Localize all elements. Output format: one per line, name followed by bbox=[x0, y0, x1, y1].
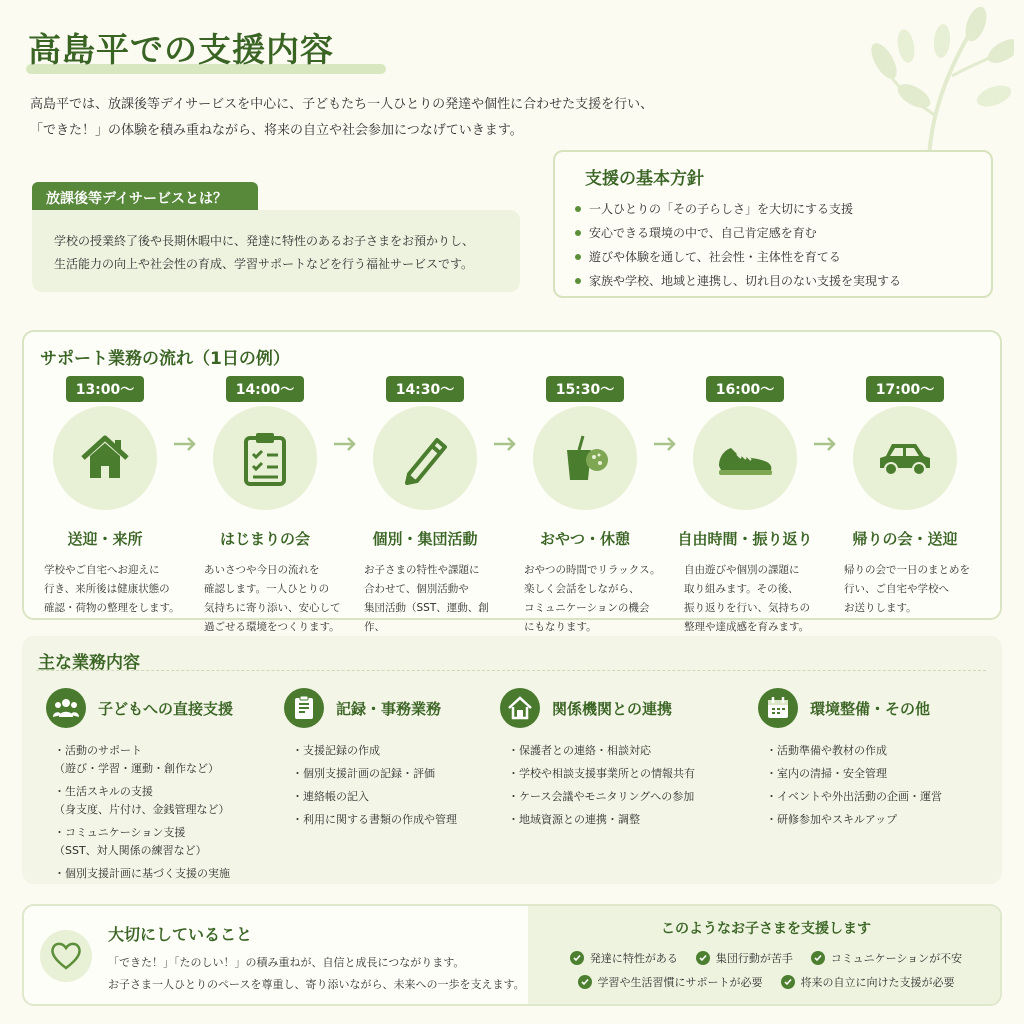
flow-step bbox=[830, 376, 980, 618]
duty-column bbox=[284, 688, 514, 834]
dashed-divider bbox=[36, 670, 986, 671]
desc-line: にもなります。 bbox=[524, 621, 597, 633]
target-children-box bbox=[528, 906, 1002, 1006]
duty-item: ・支援記録の作成 bbox=[292, 744, 380, 757]
important-line: 「できた！」「たのしい！」の積み重ねが、自信と成長につながります。 bbox=[108, 956, 465, 969]
target-label: 発達に特性がある bbox=[589, 952, 678, 965]
step-desc bbox=[684, 561, 824, 637]
heart-icon bbox=[40, 930, 92, 982]
policy-item: 遊びや体験を通して、社会性・主体性を育てる bbox=[573, 245, 973, 269]
flow-step bbox=[30, 376, 180, 618]
policy-box bbox=[553, 150, 993, 298]
target-item bbox=[578, 974, 763, 990]
desc-line: おやつの時間でリラックス。 bbox=[524, 564, 661, 576]
step-title: おやつ・休憩 bbox=[539, 530, 630, 548]
desc-line: 行い、ご自宅や学校へ bbox=[844, 583, 949, 595]
step-time: 13:00〜 bbox=[66, 376, 145, 402]
calendar-icon bbox=[758, 688, 798, 728]
intro-line: 高島平では、放課後等デイサービスを中心に、子どもたち一人ひとりの発達や個性に合わせた支援を行い、 bbox=[30, 97, 654, 112]
target-label: コミュニケーションが不安 bbox=[830, 952, 963, 965]
support-flow-section bbox=[22, 330, 1002, 633]
target-item bbox=[811, 950, 962, 966]
target-title: このようなお子さまを支援します bbox=[661, 921, 871, 937]
main-duties-section bbox=[22, 636, 1002, 884]
duty-item: ・研修参加やスキルアップ bbox=[766, 813, 898, 826]
desc-line: 取り組みます。その後、 bbox=[684, 583, 799, 595]
target-item bbox=[570, 950, 678, 966]
duty-column bbox=[758, 688, 988, 834]
step-title: 自由時間・振り返り bbox=[677, 530, 813, 548]
about-box bbox=[32, 210, 520, 292]
duty-item: ・連絡帳の記入 bbox=[292, 790, 369, 803]
step-time: 14:30〜 bbox=[386, 376, 465, 402]
target-item bbox=[696, 950, 793, 966]
clipboard-icon bbox=[213, 406, 317, 510]
step-desc bbox=[524, 561, 664, 637]
about-line: 生活能力の向上や社会性の育成、学習サポートなどを行う福祉サービスです。 bbox=[54, 257, 474, 271]
important-section bbox=[22, 904, 1002, 1006]
important-text bbox=[108, 952, 525, 996]
house-icon bbox=[53, 406, 157, 510]
intro-line: 「できた！」の体験を積み重ねながら、将来の自立や社会参加につなげていきます。 bbox=[30, 123, 523, 138]
desc-line: 行き、来所後は健康状態の bbox=[44, 583, 170, 595]
duty-column bbox=[500, 688, 750, 834]
duty-item: ・室内の清掃・安全管理 bbox=[766, 767, 887, 780]
policy-item: 安心できる環境の中で、自己肯定感を育む bbox=[573, 221, 973, 245]
duty-item: ・活動準備や教材の作成 bbox=[766, 744, 887, 757]
check-icon bbox=[781, 975, 795, 989]
desc-line: 振り返りを行い、気持ちの bbox=[684, 602, 810, 614]
desc-line: 学校やご自宅へお迎えに bbox=[44, 564, 160, 576]
target-row bbox=[528, 950, 1002, 966]
important-line: お子さま一人ひとりのペースを尊重し、寄り添いながら、未来への一歩を支えます。 bbox=[108, 978, 525, 991]
duty-item: ・個別支援計画に基づく支援の実施 bbox=[54, 867, 230, 880]
document-icon bbox=[284, 688, 324, 728]
leaves-decoration bbox=[844, 6, 1014, 156]
desc-line: 確認します。一人ひとりの bbox=[204, 583, 330, 595]
desc-line: お子さまの特性や課題に bbox=[364, 564, 480, 576]
duty-title: 記録・事務業務 bbox=[336, 699, 442, 718]
intro-text bbox=[30, 92, 653, 144]
flow-step bbox=[190, 376, 340, 637]
check-icon bbox=[811, 951, 825, 965]
step-time: 17:00〜 bbox=[866, 376, 945, 402]
duty-item: ・保護者との連絡・相談対応 bbox=[508, 744, 651, 757]
duty-title: 関係機関との連携 bbox=[552, 699, 673, 718]
step-time: 16:00〜 bbox=[706, 376, 785, 402]
page-title-block bbox=[28, 24, 334, 71]
desc-line: 気持ちに寄り添い、安心して bbox=[204, 602, 341, 614]
desc-line: 集団活動（SST、運動、創作、 bbox=[364, 602, 489, 633]
step-title: 送迎・来所 bbox=[67, 530, 143, 548]
shoe-icon bbox=[693, 406, 797, 510]
desc-line: 合わせて、個別活動や bbox=[364, 583, 469, 595]
duty-item: ・学校や相談支援事業所との情報共有 bbox=[508, 767, 695, 780]
check-icon bbox=[578, 975, 592, 989]
duty-item: ・利用に関する書類の作成や管理 bbox=[292, 813, 457, 826]
duty-column bbox=[46, 688, 276, 888]
people-icon bbox=[46, 688, 86, 728]
duty-title: 環境整備・その他 bbox=[810, 699, 931, 718]
desc-line: 楽しく会話をしながら、 bbox=[524, 583, 640, 595]
duty-item: ・活動のサポート （遊び・学習・運動・創作など） bbox=[54, 744, 219, 775]
flow-step bbox=[670, 376, 820, 637]
duty-item: ・生活スキルの支援 （身支度、片付け、金銭管理など） bbox=[54, 785, 230, 816]
about-line: 学校の授業終了後や長期休暇中に、発達に特性のあるお子さまをお預かりし、 bbox=[54, 234, 475, 248]
flow-step bbox=[510, 376, 660, 637]
step-desc bbox=[44, 561, 184, 618]
desc-line: 確認・荷物の整理をします。 bbox=[44, 602, 180, 614]
target-item bbox=[781, 974, 955, 990]
desc-line: 自由遊びや個別の課題に bbox=[684, 564, 800, 576]
policy-item: 家族や学校、地域と連携し、切れ目のない支援を実現する bbox=[573, 269, 973, 293]
desc-line: お送りします。 bbox=[844, 602, 917, 614]
flow-title: サポート業務の流れ（1日の例） bbox=[40, 349, 290, 369]
check-icon bbox=[570, 951, 584, 965]
step-time: 15:30〜 bbox=[546, 376, 625, 402]
home-network-icon bbox=[500, 688, 540, 728]
desc-line: あいさつや今日の流れを bbox=[204, 564, 320, 576]
policy-list bbox=[573, 197, 973, 293]
page-title: 高島平での支援内容 bbox=[28, 30, 334, 69]
step-title: はじまりの会 bbox=[219, 530, 310, 548]
pencil-icon bbox=[373, 406, 477, 510]
step-desc bbox=[204, 561, 344, 637]
policy-item: 一人ひとりの「その子らしさ」を大切にする支援 bbox=[573, 197, 973, 221]
car-icon bbox=[853, 406, 957, 510]
about-tag: 放課後等デイサービスとは？ bbox=[32, 182, 258, 212]
step-title: 帰りの会・送迎 bbox=[852, 530, 958, 548]
duty-item: ・コミュニケーション支援 （SST、対人関係の練習など） bbox=[54, 826, 207, 857]
duty-item: ・個別支援計画の記録・評価 bbox=[292, 767, 435, 780]
desc-line: 過ごせる環境をつくります。 bbox=[204, 621, 340, 633]
duty-item: ・ケース会議やモニタリングへの参加 bbox=[508, 790, 695, 803]
target-row bbox=[528, 974, 1002, 990]
duty-title: 子どもへの直接支援 bbox=[98, 699, 234, 718]
target-label: 学習や生活習慣にサポートが必要 bbox=[597, 976, 763, 989]
step-time: 14:00〜 bbox=[226, 376, 305, 402]
snack-icon bbox=[533, 406, 637, 510]
step-desc bbox=[844, 561, 984, 618]
check-icon bbox=[696, 951, 710, 965]
duties-title: 主な業務内容 bbox=[38, 653, 140, 673]
desc-line: 帰りの会で一日のまとめを bbox=[844, 564, 970, 576]
duty-item: ・イベントや外出活動の企画・運営 bbox=[766, 790, 942, 803]
target-label: 集団行動が苦手 bbox=[715, 952, 793, 965]
step-title: 個別・集団活動 bbox=[372, 530, 478, 548]
important-title: 大切にしていること bbox=[108, 925, 253, 944]
target-label: 将来の自立に向けた支援が必要 bbox=[800, 976, 955, 989]
desc-line: 整理や達成感を育みます。 bbox=[684, 621, 810, 633]
desc-line: コミュニケーションの機会 bbox=[524, 602, 650, 614]
duty-item: ・地域資源との連携・調整 bbox=[508, 813, 640, 826]
policy-title: 支援の基本方針 bbox=[585, 169, 704, 189]
flow-step bbox=[350, 376, 500, 656]
